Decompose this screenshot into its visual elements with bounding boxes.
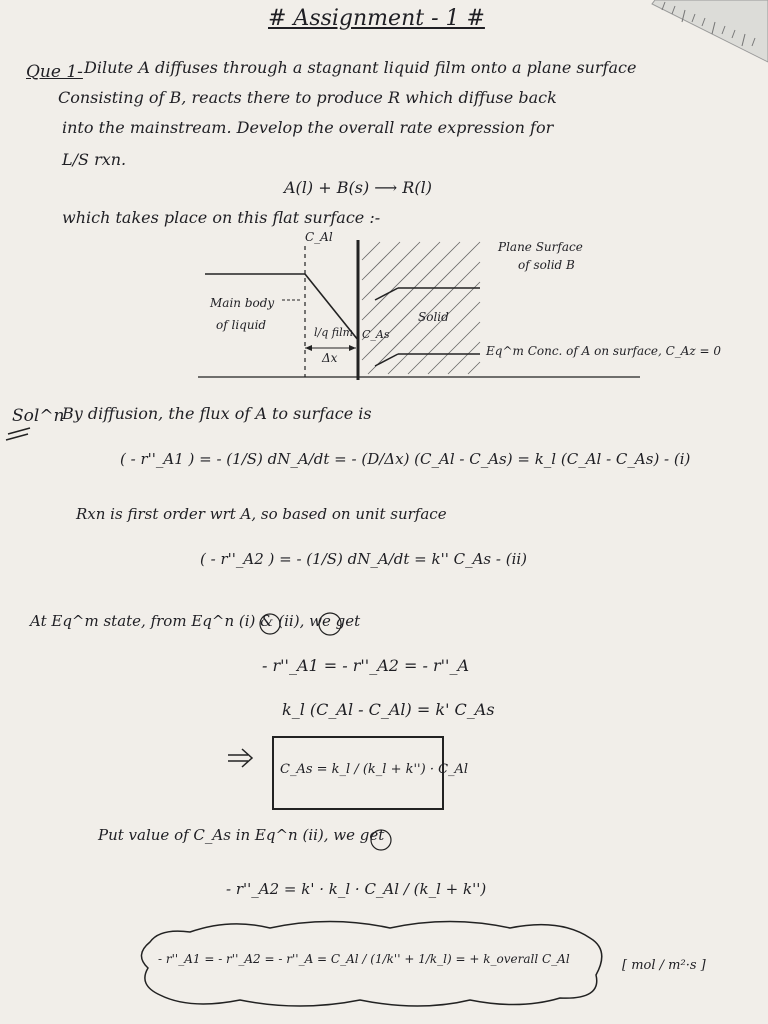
solution-label: Sol^n	[12, 406, 65, 426]
rate-units: [ mol / m²·s ]	[622, 958, 706, 973]
plane-surface-label: Plane Surface	[498, 240, 583, 254]
reaction-equation: A(l) + B(s) ⟶ R(l)	[284, 178, 432, 197]
sol-underline-2	[6, 434, 28, 440]
final-rate-expression: - r''_A1 = - r''_A2 = - r''_A = C_Al / (1/k'' + 1/k_l) = + k_overall C_Al	[158, 952, 570, 966]
dx-label: Δx	[322, 351, 338, 365]
equilibrium-label: Eq^m Conc. of A on surface, C_Az = 0	[486, 344, 722, 358]
question-line-2: Consisting of B, reacts there to produce R which diffuse back	[58, 88, 557, 107]
equation-equality: - r''_A1 = - r''_A2 = - r''_A	[262, 656, 469, 675]
page-title: # Assignment - 1 #	[268, 6, 485, 31]
cas-label: C_As	[362, 328, 390, 341]
solution-line-4: Put value of C_As in Eq^n (ii), we get	[98, 826, 385, 844]
question-line-1: Dilute A diffuses through a stagnant liquid film onto a plane surface	[84, 58, 637, 77]
solution-line-1: By diffusion, the flux of A to surface is	[62, 404, 372, 423]
equation-substituted: - r''_A2 = k' · k_l · C_Al / (k_l + k'')	[226, 880, 487, 898]
reaction-note: which takes place on this flat surface :-	[62, 208, 381, 227]
main-body-label-2: of liquid	[216, 318, 267, 332]
implies-arrow	[228, 749, 252, 767]
question-label: Que 1-	[26, 62, 83, 82]
solution-line-3: At Eq^m state, from Eq^n (i) & (ii), we get	[30, 612, 361, 630]
equation-i: ( - r''_A1 ) = - (1/S) dN_A/dt = - (D/Δx) (C_Al - C_As) = k_l (C_Al - C_As) - (i)	[120, 450, 691, 468]
boxed-result: C_As = k_l / (k_l + k'') · C_Al	[280, 762, 469, 777]
main-body-label: Main body	[210, 296, 275, 310]
sol-underline	[8, 428, 30, 434]
question-line-4: L/S rxn.	[62, 150, 127, 169]
ruler-icon	[652, 0, 768, 62]
solid-label: Solid	[418, 310, 449, 324]
question-line-3: into the mainstream. Develop the overall rate expression for	[62, 118, 554, 137]
equation-ii: ( - r''_A2 ) = - (1/S) dN_A/dt = k'' C_As - (ii)	[200, 550, 528, 568]
liquid-film-label: l/q film	[314, 326, 354, 339]
equation-balance: k_l (C_Al - C_Al) = k' C_As	[282, 700, 495, 719]
cal-label: C_Al	[305, 230, 333, 244]
plane-surface-label-2: of solid B	[518, 258, 575, 272]
solution-line-2: Rxn is first order wrt A, so based on unit surface	[76, 505, 447, 523]
